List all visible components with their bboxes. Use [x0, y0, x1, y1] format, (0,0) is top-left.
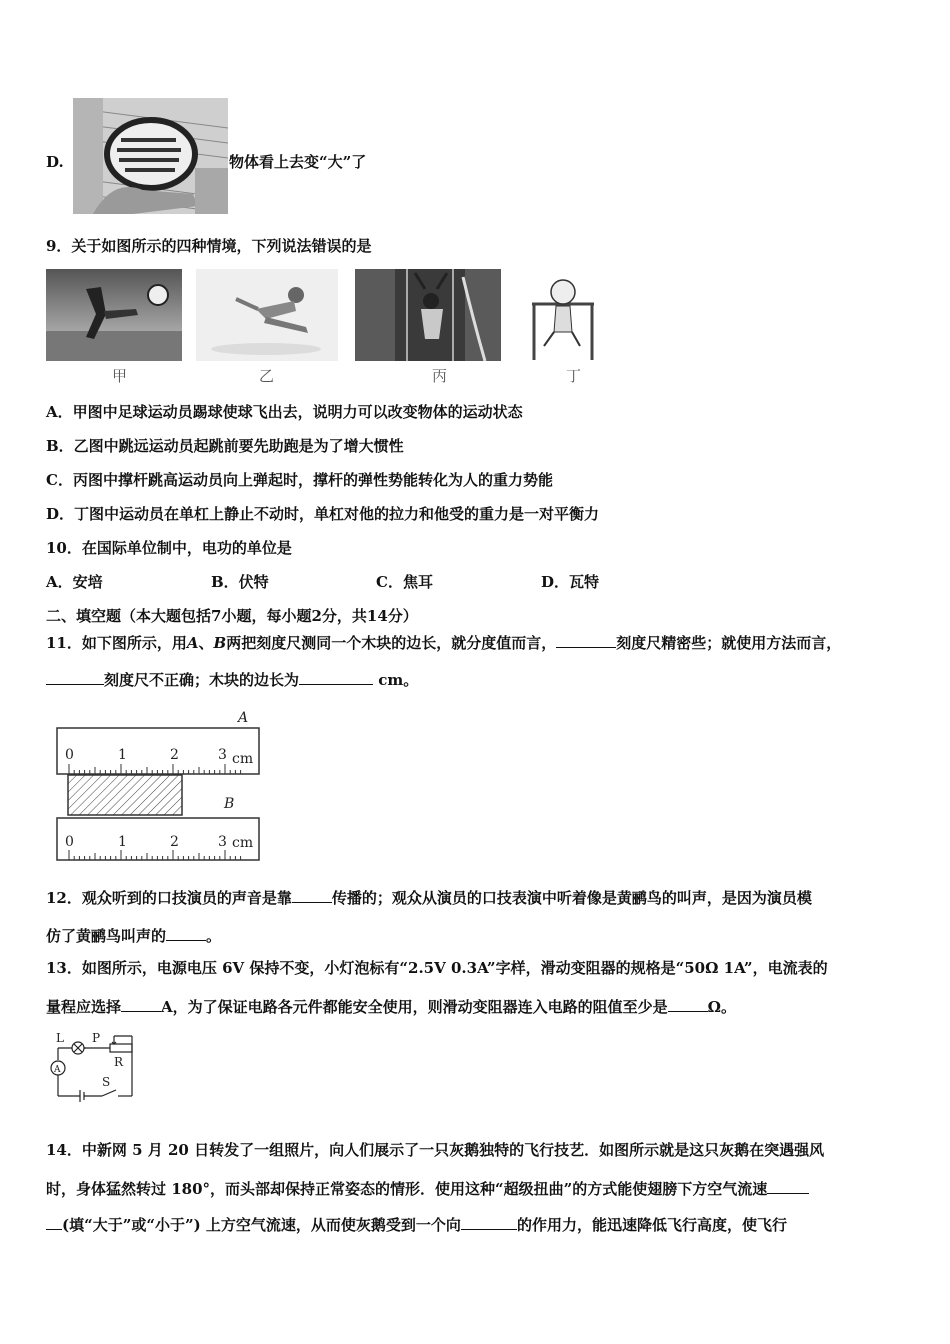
answer-blank[interactable] [767, 1178, 809, 1194]
stem-text: 的作用力，能迅速降低飞行高度，使飞行 [516, 1216, 787, 1234]
question-stem [46, 632, 841, 653]
tick-label: 0 [65, 834, 74, 850]
stem-text: 11．如下图所示，用 [46, 634, 187, 652]
stem-text: 仿了黄鹂鸟叫声的 [46, 927, 167, 945]
ruler-a-label: A [238, 710, 249, 726]
answer-blank[interactable] [46, 1214, 62, 1230]
rulers-diagram [52, 706, 268, 862]
tick-label: 3 [218, 834, 227, 850]
circuit-label: S [102, 1075, 111, 1089]
pole-vault-photo [355, 269, 501, 361]
stem-text: A，为了保证电路各元件都能安全使用，则滑动变阻器连入电路的阻值至少是 [161, 998, 668, 1016]
circuit-label: P [92, 1031, 101, 1045]
question-stem-line [46, 996, 736, 1017]
picture-label: 甲 [112, 367, 128, 385]
tick-label: 2 [170, 834, 179, 850]
tick-label: 1 [118, 747, 127, 763]
ruler-name: A [186, 634, 199, 652]
ruler-b-label: B [224, 796, 235, 812]
answer-blank[interactable] [668, 996, 708, 1012]
answer-blank[interactable] [461, 1214, 517, 1230]
option-label: D. [46, 153, 64, 171]
answer-blank[interactable] [292, 887, 332, 903]
question-stem: 13．如图所示，电源电压 6V 保持不变，小灯泡标有“2.5V 0.3A”字样，滑动变阻器的规格是“50Ω 1A”，电流表的 [46, 959, 828, 977]
separator: 、 [198, 634, 214, 652]
stem-text: 12．观众听到的口技演员的声音是靠 [46, 889, 292, 907]
unit-label: cm [232, 751, 254, 767]
tick-label: 0 [65, 747, 74, 763]
question-stem-line [46, 669, 418, 690]
answer-blank[interactable] [299, 669, 373, 685]
option-b: B．乙图中跳远运动员起跳前要先助跑是为了增大惯性 [46, 437, 404, 455]
stem-text: 量程应选择 [46, 998, 122, 1016]
option-b: B．伏特 [211, 573, 269, 591]
picture-label: 乙 [259, 367, 275, 385]
circuit-label: R [114, 1055, 124, 1069]
option-c: C．焦耳 [376, 573, 433, 591]
answer-blank[interactable] [556, 632, 616, 648]
circuit-label: A [54, 1065, 61, 1075]
tick-label: 1 [118, 834, 127, 850]
question-stem-line [46, 925, 221, 946]
circuit-diagram [42, 1030, 138, 1102]
question-stem [46, 887, 812, 908]
magnifier-photo [73, 98, 228, 214]
section-title: 二、填空题（本大题包括7小题，每小题2分，共14分） [46, 607, 418, 625]
answer-blank[interactable] [121, 996, 161, 1012]
horizontal-bar-cartoon [528, 274, 598, 360]
answer-blank[interactable] [166, 925, 206, 941]
unit-label: cm [232, 835, 254, 851]
stem-text: cm。 [378, 671, 419, 689]
ruler-name: B [213, 634, 227, 652]
stem-text: 传播的；观众从演员的口技表演中听着像是黄鹂鸟的叫声，是因为演员模 [331, 889, 812, 907]
stem-text: Ω。 [707, 998, 737, 1016]
option-c: C．丙图中撑杆跳高运动员向上弹起时，撑杆的弹性势能转化为人的重力势能 [46, 471, 553, 489]
question-stem: 14．中新网 5 月 20 日转发了一组照片，向人们展示了一只灰鹅独特的飞行技艺．如图所示就是这只灰鹅在突遇强风 [46, 1141, 825, 1159]
answer-blank[interactable] [46, 669, 104, 685]
tick-label: 3 [218, 747, 227, 763]
option-a: A．甲图中足球运动员踢球使球飞出去，说明力可以改变物体的运动状态 [46, 403, 523, 421]
tick-label: 2 [170, 747, 179, 763]
picture-label: 丙 [432, 367, 448, 385]
soccer-photo [46, 269, 182, 361]
question-stem: 9．关于如图所示的四种情境，下列说法错误的是 [46, 237, 372, 255]
stem-text: 两把刻度尺测同一个木块的边长，就分度值而言， [226, 634, 557, 652]
option-d: D．丁图中运动员在单杠上静止不动时，单杠对他的拉力和他受的重力是一对平衡力 [46, 505, 600, 523]
option-a: A．安培 [46, 573, 103, 591]
question-stem-line [46, 1178, 809, 1199]
stem-text: 。 [206, 927, 222, 945]
question-stem-line [46, 1214, 787, 1235]
long-jump-picture [196, 269, 338, 361]
stem-text: (填“大于”或“小于”) 上方空气流速，从而使灰鹅受到一个向 [62, 1216, 461, 1234]
question-stem: 10．在国际单位制中，电功的单位是 [46, 539, 292, 557]
stem-text: 刻度尺精密些；就使用方法而言， [616, 634, 842, 652]
stem-text: 刻度尺不正确；木块的边长为 [104, 671, 300, 689]
option-text: 物体看上去变“大”了 [229, 153, 367, 171]
stem-text: 时，身体猛然转过 180°，而头部却保持正常姿态的情形．使用这种“超级扭曲”的方式能使翅膀下方空气流速 [46, 1180, 768, 1198]
circuit-label: L [56, 1031, 64, 1045]
option-d: D．瓦特 [541, 573, 600, 591]
picture-label: 丁 [566, 367, 582, 385]
